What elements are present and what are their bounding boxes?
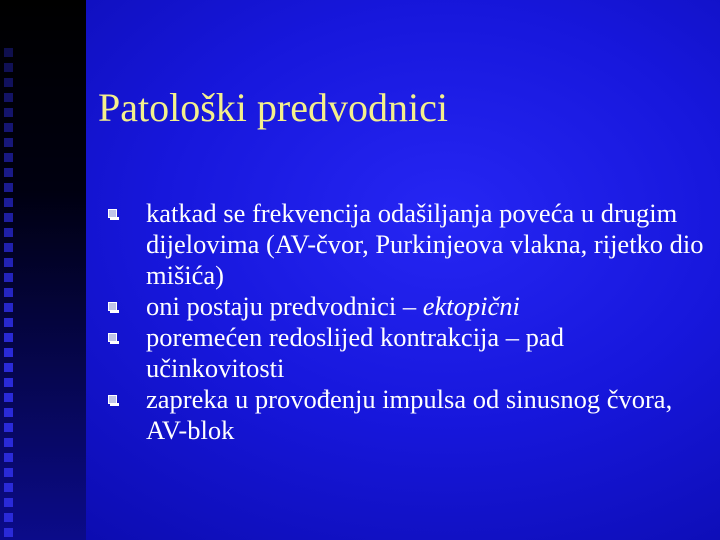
bullet-item — [108, 291, 708, 322]
decorative-square — [4, 453, 13, 462]
bullet-text: zapreka u provođenju impulsa od sinusnog čvora, AV-blok — [146, 384, 673, 445]
decorative-square — [4, 258, 13, 267]
decorative-square — [4, 393, 13, 402]
decorative-square — [4, 378, 13, 387]
bullet-text: katkad se frekvencija odašiljanja poveća u drugim dijelovima (AV-čvor, Purkinjeova vlakna, rijetko dio mišića) — [146, 198, 704, 290]
decorative-square — [4, 288, 13, 297]
decorative-square — [4, 93, 13, 102]
decorative-square — [4, 198, 13, 207]
bullet-text: poremećen redoslijed kontrakcija – pad učinkovitosti — [146, 322, 564, 383]
decorative-square — [4, 243, 13, 252]
decorative-square — [4, 183, 13, 192]
decorative-square — [4, 78, 13, 87]
decorative-square — [4, 273, 13, 282]
decorative-square — [4, 318, 13, 327]
decorative-square — [4, 483, 13, 492]
decorative-square — [4, 438, 13, 447]
bullet-item — [108, 198, 708, 291]
decorative-square — [4, 363, 13, 372]
bullet-list — [108, 198, 708, 446]
decorative-square — [4, 513, 13, 522]
hollow-square-bullet-icon — [108, 395, 117, 404]
decorative-square — [4, 408, 13, 417]
decorative-square — [4, 168, 13, 177]
decorative-square — [4, 498, 13, 507]
decorative-square — [4, 63, 13, 72]
decorative-square-column — [4, 0, 20, 540]
decorative-square — [4, 423, 13, 432]
decorative-square — [4, 228, 13, 237]
decorative-square — [4, 123, 13, 132]
decorative-square — [4, 303, 13, 312]
bullet-item — [108, 384, 708, 446]
decorative-square — [4, 348, 13, 357]
decorative-square — [4, 48, 13, 57]
decorative-square — [4, 153, 13, 162]
hollow-square-bullet-icon — [108, 302, 117, 311]
hollow-square-bullet-icon — [108, 209, 117, 218]
decorative-square — [4, 528, 13, 537]
decorative-square — [4, 108, 13, 117]
hollow-square-bullet-icon — [108, 333, 117, 342]
decorative-square — [4, 468, 13, 477]
decorative-square — [4, 138, 13, 147]
decorative-square — [4, 333, 13, 342]
left-decorative-band — [0, 0, 86, 540]
bullet-emphasis-text: ektopični — [422, 291, 520, 321]
bullet-item — [108, 322, 708, 384]
decorative-square — [4, 213, 13, 222]
bullet-text: oni postaju predvodnici – — [146, 291, 423, 321]
slide-title: Patološki predvodnici — [98, 85, 448, 130]
